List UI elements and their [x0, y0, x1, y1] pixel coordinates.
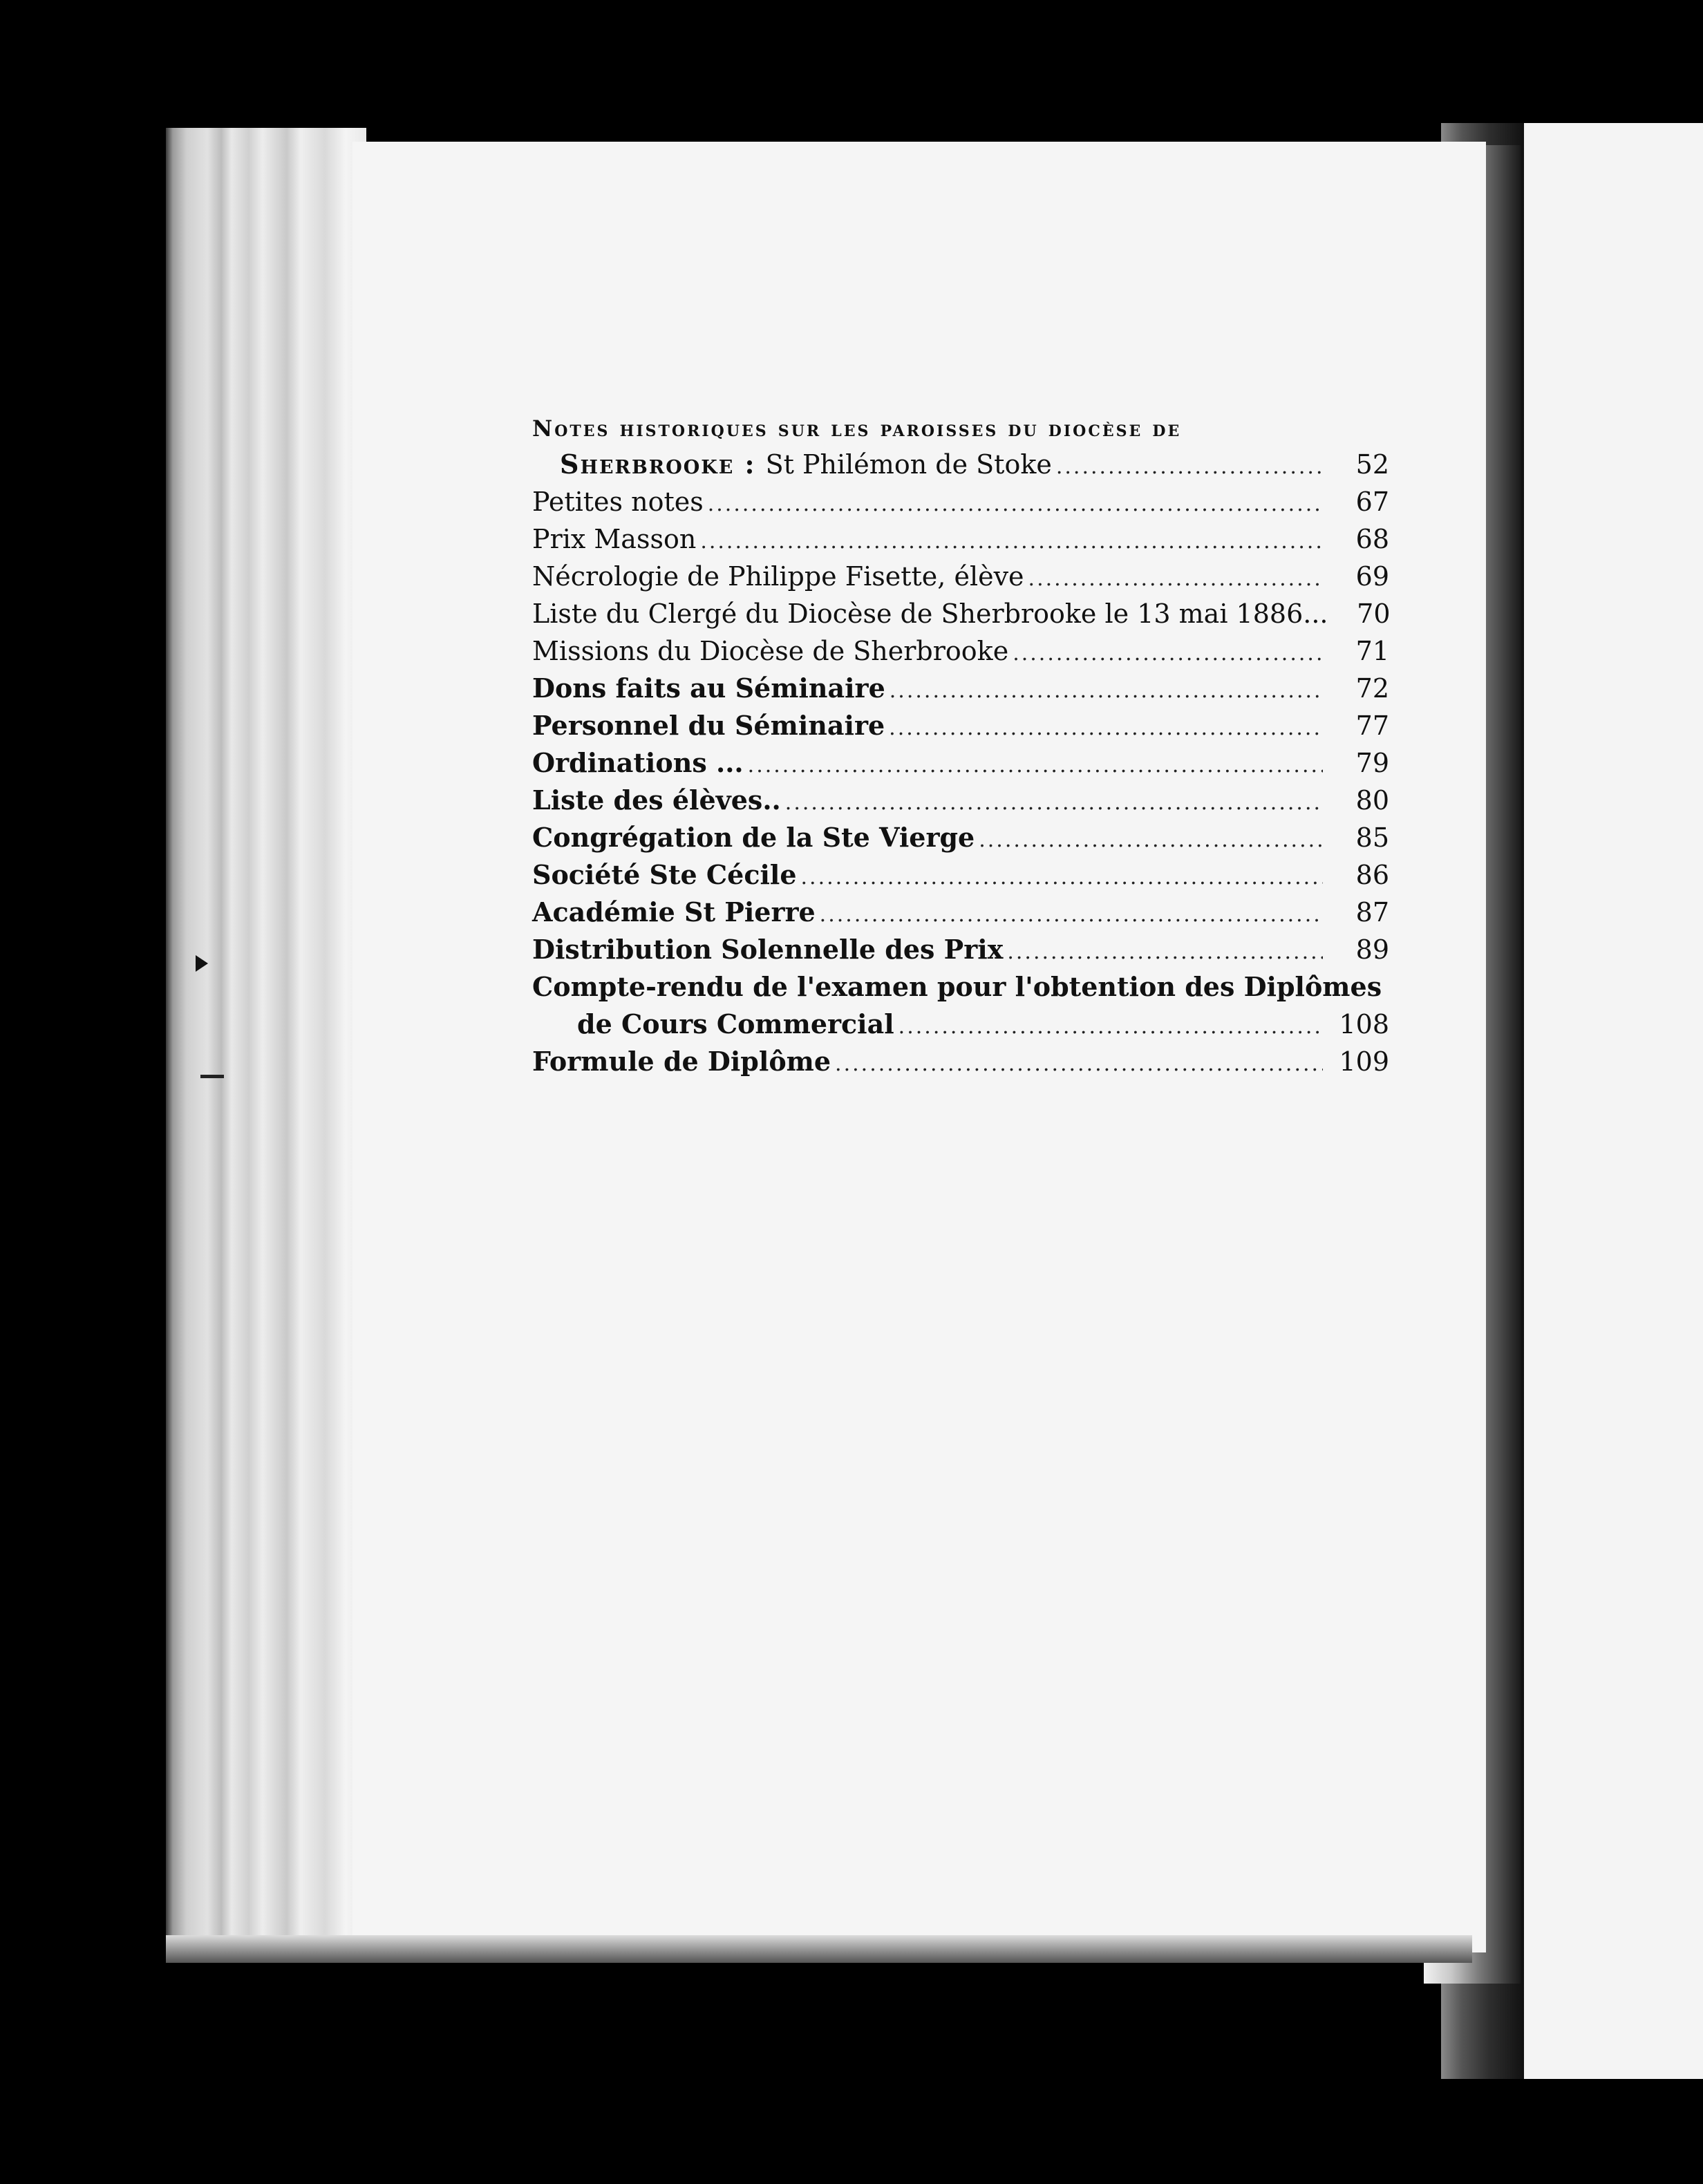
toc-header-line	[532, 411, 1389, 446]
toc-dot-leader	[1056, 449, 1323, 486]
toc-dot-leader	[748, 747, 1323, 784]
toc-entry-title: Nécrologie de Philippe Fisette, élève	[532, 561, 1024, 592]
toc-dot-leader	[1013, 635, 1323, 672]
toc-dot-leader	[820, 896, 1323, 934]
toc-entry	[532, 520, 1389, 558]
toc-entry	[532, 670, 1389, 707]
toc-entry-title: Personnel du Séminaire	[532, 710, 885, 741]
toc-entry	[532, 968, 1389, 1006]
toc-entry-title: Compte-rendu de l'examen pour l'obtention des Diplômes	[532, 971, 1382, 1002]
toc-entry-page: 109	[1339, 1046, 1389, 1077]
toc-entry	[532, 782, 1389, 819]
toc-entry-title: St Philémon de Stoke	[765, 449, 1052, 480]
toc-dot-leader	[898, 1008, 1323, 1046]
toc-entry-page: 71	[1355, 636, 1389, 666]
toc-entry-title: Congrégation de la Ste Vierge	[532, 822, 975, 853]
book-page-edges	[166, 128, 366, 1942]
toc-entry-title: Académie St Pierre	[532, 896, 816, 928]
toc-entry-continuation	[532, 1006, 1389, 1043]
toc-entry	[532, 1043, 1389, 1080]
toc-entry-title: Liste du Clergé du Diocèse de Sherbrooke le 13 mai 1886...	[532, 599, 1328, 629]
toc-entry	[532, 446, 1389, 483]
toc-entry	[532, 595, 1389, 632]
toc-entry-page: 77	[1355, 710, 1389, 741]
table-of-contents	[532, 411, 1389, 1080]
toc-entry-title: Distribution Solennelle des Prix	[532, 934, 1004, 965]
toc-entry-page: 79	[1355, 748, 1389, 778]
toc-entry-page: 86	[1355, 860, 1389, 890]
toc-entry-page: 70	[1357, 599, 1391, 629]
toc-dot-leader	[785, 784, 1323, 822]
toc-dot-leader	[700, 523, 1323, 561]
toc-entry	[532, 558, 1389, 595]
toc-entry-continuation-text: de Cours Commercial	[577, 1008, 894, 1039]
margin-dash-mark	[200, 1075, 224, 1078]
toc-entry	[532, 707, 1389, 744]
toc-entry-page: 85	[1355, 822, 1389, 853]
toc-dot-leader	[1028, 561, 1323, 598]
book-bottom-edge	[166, 1935, 1472, 1963]
toc-entry-page: 108	[1339, 1009, 1389, 1039]
toc-entry	[532, 931, 1389, 968]
toc-dot-leader	[890, 672, 1323, 710]
toc-entry	[532, 894, 1389, 931]
toc-entry	[532, 632, 1389, 670]
toc-dot-leader	[889, 710, 1323, 747]
toc-dot-leader	[979, 822, 1323, 859]
toc-entry	[532, 856, 1389, 894]
toc-entry-title: Dons faits au Séminaire	[532, 672, 885, 704]
toc-entry-title: Petites notes	[532, 487, 704, 517]
toc-entry-prefix: Sherbrooke :	[560, 449, 756, 480]
toc-entry-page: 87	[1355, 897, 1389, 928]
toc-entry-title: Prix Masson	[532, 524, 697, 554]
toc-entry-title: Société Ste Cécile	[532, 859, 797, 890]
toc-entry-title: Ordinations ...	[532, 747, 744, 778]
margin-arrow-mark	[196, 955, 208, 972]
toc-entry-page: 68	[1355, 524, 1389, 554]
toc-entry	[532, 483, 1389, 520]
toc-dot-leader	[835, 1046, 1323, 1083]
toc-entry	[532, 819, 1389, 856]
toc-entry-page: 72	[1355, 673, 1389, 704]
toc-entry-page: 80	[1355, 785, 1389, 816]
toc-entry-page: 89	[1355, 934, 1389, 965]
toc-header-text: Notes historiques sur les paroisses du diocèse de	[532, 415, 1182, 442]
toc-entry	[532, 744, 1389, 782]
toc-dot-leader	[801, 859, 1323, 896]
toc-entry-page: 67	[1355, 487, 1389, 517]
toc-entry-title: Formule de Diplôme	[532, 1046, 831, 1077]
toc-dot-leader	[1007, 934, 1323, 971]
toc-dot-leader	[708, 486, 1323, 523]
toc-entry-title: Liste des élèves..	[532, 784, 781, 816]
toc-entry-title: Missions du Diocèse de Sherbrooke	[532, 636, 1009, 666]
toc-entry-page: 52	[1355, 449, 1389, 480]
toc-entry-page: 69	[1355, 561, 1389, 592]
